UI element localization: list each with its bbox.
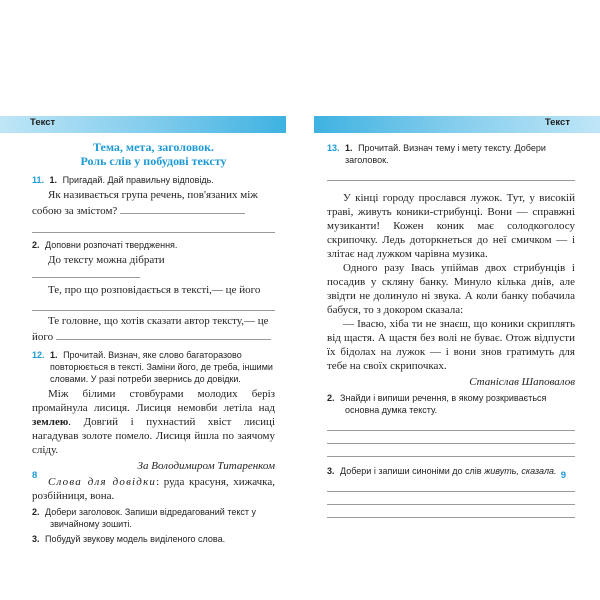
task-13-part-1: 13. 1. Прочитай. Визнач тему і мету тексту. Добери заголовок. xyxy=(327,143,546,165)
right-header-label: Текст xyxy=(544,117,570,128)
answer-line[interactable] xyxy=(327,505,575,518)
story-paragraph-2: Одного разу Івась упіймав двох стрибунців і посадив у скляну банку. Минуло кілька днів, але звідти не долинуло ні звука. А коли банку побачила бабуся, то з докором сказала: xyxy=(327,262,575,316)
task-13-part-3: 3. Добери і запиши синоніми до слів живуть, сказала. xyxy=(327,466,557,476)
story-author: Станіслав Шаповалов xyxy=(469,376,575,388)
answer-line[interactable] xyxy=(327,431,575,444)
answer-blank[interactable] xyxy=(32,267,140,278)
answer-line[interactable] xyxy=(32,220,275,233)
task-11-part-2: 2. Доповни розпочаті твердження. xyxy=(32,240,178,250)
statement-2: Те, про що розповідається в тексті,— це його xyxy=(48,284,261,296)
task-11-question: Як називається група речень, пов'язаних між xyxy=(48,189,258,201)
text-author: За Володимиром Титаренком xyxy=(137,460,275,472)
answer-blank[interactable] xyxy=(120,203,245,214)
answer-blank[interactable] xyxy=(56,329,271,340)
answer-line[interactable] xyxy=(32,298,275,311)
story-paragraph-3: — Івасю, хіба ти не знаєш, що коники скриплять від щастя. А щастя без волі не буває. Отож відпусти їх бідолах на лужок — і вони знов гратимуть для тебе на своїх скрипочках. xyxy=(327,318,575,372)
answer-line[interactable] xyxy=(327,444,575,457)
right-content xyxy=(327,140,575,518)
task-12-part-1: 12. 1. Прочитай. Визнач, яке слово багаторазово повторюється в тексті. Заміни його, де треба, іншими словами. У разі потреби звернись до довідки. xyxy=(32,350,273,384)
answer-line[interactable] xyxy=(327,479,575,492)
left-content xyxy=(32,140,275,547)
statement-1: До тексту можна дібрати xyxy=(32,253,275,282)
lesson-title: Тема, мета, заголовок. Роль слів у побудові тексту xyxy=(80,140,227,168)
right-header-band xyxy=(314,116,600,133)
task-13-part-2: 2. Знайди і випиши речення, в якому розкривається основна думка тексту. xyxy=(327,393,547,415)
task-11-question-cont: собою за змістом? xyxy=(32,203,275,218)
page-number-left: 8 xyxy=(32,470,38,481)
fox-text: Між білими стовбурами молодих беріз промайнула лисиця. Лисиця немовби летіла над землею. Довгий і пухнастий хвіст лисиці нагадував золоте помело. Лисиця йшла по заячому сліду. xyxy=(32,388,275,456)
statement-3-cont: його xyxy=(32,329,275,344)
highlighted-word: землею xyxy=(32,416,69,428)
story-paragraph-1: У кінці городу прослався лужок. Тут, у високій траві, живуть коники-стрибунці. Вони — справжні музиканти! Кожен коник має солодкоголосу скрипочку. Ледь доторкнеться до неї смичком — і злітає над лужком чарівна музика. xyxy=(327,192,575,260)
help-words: Слова для довідки: руда красуня, хижачка, розбійниця, вона. xyxy=(32,476,275,502)
answer-line[interactable] xyxy=(327,418,575,431)
task-11-part-1: 11. 1. Пригадай. Дай правильну відповідь. xyxy=(32,175,214,185)
left-header-band xyxy=(0,116,286,133)
page-number-right: 9 xyxy=(560,470,566,481)
title-answer-line[interactable] xyxy=(327,168,575,181)
statement-3: Те головне, що хотів сказати автор тексту,— це xyxy=(48,315,269,327)
task-12-part-3: 3. Побудуй звукову модель виділеного слова. xyxy=(32,534,226,544)
left-header-label: Текст xyxy=(30,117,56,128)
task-12-part-2: 2. Добери заголовок. Запиши відредагований текст у звичайному зошиті. xyxy=(32,507,257,529)
right-page xyxy=(300,0,600,600)
answer-line[interactable] xyxy=(327,492,575,505)
